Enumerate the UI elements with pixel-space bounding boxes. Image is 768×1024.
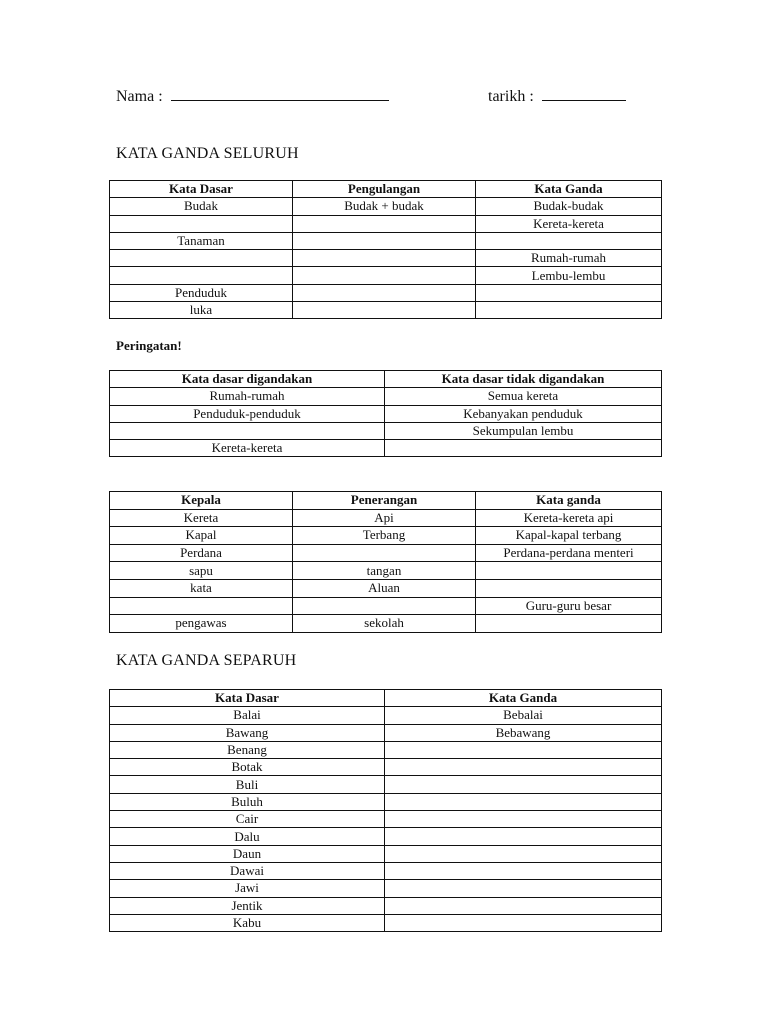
column-header: Kata dasar tidak digandakan xyxy=(385,371,662,388)
table-cell[interactable] xyxy=(293,544,476,562)
table-cell: pengawas xyxy=(110,615,293,633)
table-cell[interactable] xyxy=(110,597,293,615)
table-cell: Terbang xyxy=(293,527,476,545)
table-header-row xyxy=(110,690,662,707)
table-cell: tangan xyxy=(293,562,476,580)
name-field xyxy=(116,88,389,106)
table-cell[interactable] xyxy=(385,862,662,879)
table-cell: Budak-budak xyxy=(476,198,662,215)
column-header: Kata Dasar xyxy=(110,181,293,198)
table-cell: Kereta-kereta xyxy=(110,440,385,457)
table-cell[interactable] xyxy=(476,232,662,249)
table-row xyxy=(110,615,662,633)
table-cell[interactable] xyxy=(476,284,662,301)
name-label: Nama : xyxy=(116,88,163,105)
column-header: Kata ganda xyxy=(476,492,662,510)
table-row xyxy=(110,250,662,267)
kata-ganda-separuh-table xyxy=(109,689,662,932)
table-cell: Sekumpulan lembu xyxy=(385,422,662,439)
table-row xyxy=(110,845,662,862)
table-cell: Botak xyxy=(110,759,385,776)
table-row xyxy=(110,284,662,301)
table-row xyxy=(110,741,662,758)
table-cell: Tanaman xyxy=(110,232,293,249)
table-row xyxy=(110,440,662,457)
column-header: Kata Ganda xyxy=(385,690,662,707)
table-cell: Benang xyxy=(110,741,385,758)
table-cell: Semua kereta xyxy=(385,388,662,405)
table-cell[interactable] xyxy=(385,914,662,931)
table-row xyxy=(110,914,662,931)
name-blank[interactable] xyxy=(171,99,389,101)
table-row xyxy=(110,724,662,741)
table-cell: luka xyxy=(110,302,293,319)
column-header: Kepala xyxy=(110,492,293,510)
table-cell: Kereta-kereta api xyxy=(476,509,662,527)
table-cell[interactable] xyxy=(385,897,662,914)
table-cell[interactable] xyxy=(385,880,662,897)
table-cell: Cair xyxy=(110,811,385,828)
table-cell: Perdana-perdana menteri xyxy=(476,544,662,562)
table-header-row xyxy=(110,181,662,198)
table-cell: Jentik xyxy=(110,897,385,914)
table-cell: Aluan xyxy=(293,579,476,597)
table-cell: Kereta-kereta xyxy=(476,215,662,232)
table-cell[interactable] xyxy=(385,776,662,793)
table-cell: Buli xyxy=(110,776,385,793)
table-cell[interactable] xyxy=(385,759,662,776)
column-header: Kata Dasar xyxy=(110,690,385,707)
table-header-row xyxy=(110,371,662,388)
table-cell[interactable] xyxy=(110,267,293,284)
kepala-penerangan-table xyxy=(109,491,662,633)
table-row xyxy=(110,579,662,597)
table-cell[interactable] xyxy=(293,215,476,232)
date-label: tarikh : xyxy=(488,88,534,105)
table-cell: Jawi xyxy=(110,880,385,897)
table-cell[interactable] xyxy=(293,250,476,267)
table-row xyxy=(110,759,662,776)
table-cell: Rumah-rumah xyxy=(110,388,385,405)
table-cell: Budak xyxy=(110,198,293,215)
section-title-kata-ganda-seluruh: KATA GANDA SELURUH xyxy=(116,145,299,162)
column-header: Kata dasar digandakan xyxy=(110,371,385,388)
table-cell: Daun xyxy=(110,845,385,862)
table-row xyxy=(110,811,662,828)
table-cell[interactable] xyxy=(385,811,662,828)
table-cell[interactable] xyxy=(476,579,662,597)
peringatan-table xyxy=(109,370,662,457)
table-cell: Penduduk-penduduk xyxy=(110,405,385,422)
table-cell[interactable] xyxy=(476,562,662,580)
table-cell: Kapal-kapal terbang xyxy=(476,527,662,545)
table-header-row xyxy=(110,492,662,510)
table-cell[interactable] xyxy=(293,232,476,249)
table-row xyxy=(110,562,662,580)
table-cell[interactable] xyxy=(110,215,293,232)
date-field xyxy=(488,88,626,106)
table-cell: Perdana xyxy=(110,544,293,562)
table-row xyxy=(110,232,662,249)
table-cell[interactable] xyxy=(385,793,662,810)
table-cell[interactable] xyxy=(385,440,662,457)
column-header: Kata Ganda xyxy=(476,181,662,198)
table-cell: Balai xyxy=(110,707,385,724)
table-cell: Lembu-lembu xyxy=(476,267,662,284)
table-row xyxy=(110,509,662,527)
table-row xyxy=(110,215,662,232)
table-row xyxy=(110,707,662,724)
date-blank[interactable] xyxy=(542,99,626,101)
table-cell[interactable] xyxy=(293,597,476,615)
column-header: Pengulangan xyxy=(293,181,476,198)
table-cell[interactable] xyxy=(293,302,476,319)
table-row xyxy=(110,422,662,439)
table-cell: Kebanyakan penduduk xyxy=(385,405,662,422)
kata-ganda-seluruh-table xyxy=(109,180,662,319)
table-cell[interactable] xyxy=(385,845,662,862)
table-row xyxy=(110,862,662,879)
table-row xyxy=(110,880,662,897)
table-cell: Budak + budak xyxy=(293,198,476,215)
table-cell[interactable] xyxy=(110,250,293,267)
section-title-kata-ganda-separuh: KATA GANDA SEPARUH xyxy=(116,652,297,669)
table-cell: kata xyxy=(110,579,293,597)
table-cell: Dalu xyxy=(110,828,385,845)
table-row xyxy=(110,597,662,615)
table-row xyxy=(110,527,662,545)
table-cell[interactable] xyxy=(110,422,385,439)
table-cell: Penduduk xyxy=(110,284,293,301)
table-cell: Guru-guru besar xyxy=(476,597,662,615)
table-cell[interactable] xyxy=(476,615,662,633)
table-cell: Bawang xyxy=(110,724,385,741)
table-cell: sekolah xyxy=(293,615,476,633)
table-row xyxy=(110,388,662,405)
table-cell[interactable] xyxy=(385,741,662,758)
table-row xyxy=(110,405,662,422)
table-cell[interactable] xyxy=(293,267,476,284)
table-row xyxy=(110,897,662,914)
table-row xyxy=(110,828,662,845)
table-row xyxy=(110,793,662,810)
table-cell: Bebalai xyxy=(385,707,662,724)
column-header: Penerangan xyxy=(293,492,476,510)
table-cell: sapu xyxy=(110,562,293,580)
section-title-peringatan: Peringatan! xyxy=(116,338,182,353)
table-cell: Rumah-rumah xyxy=(476,250,662,267)
table-cell[interactable] xyxy=(385,828,662,845)
table-row xyxy=(110,302,662,319)
table-row xyxy=(110,544,662,562)
table-cell: Bebawang xyxy=(385,724,662,741)
table-cell[interactable] xyxy=(476,302,662,319)
table-cell: Dawai xyxy=(110,862,385,879)
table-cell: Api xyxy=(293,509,476,527)
table-row xyxy=(110,776,662,793)
table-cell: Kabu xyxy=(110,914,385,931)
table-row xyxy=(110,267,662,284)
table-cell[interactable] xyxy=(293,284,476,301)
table-cell: Kereta xyxy=(110,509,293,527)
table-row xyxy=(110,198,662,215)
table-cell: Kapal xyxy=(110,527,293,545)
table-cell: Buluh xyxy=(110,793,385,810)
